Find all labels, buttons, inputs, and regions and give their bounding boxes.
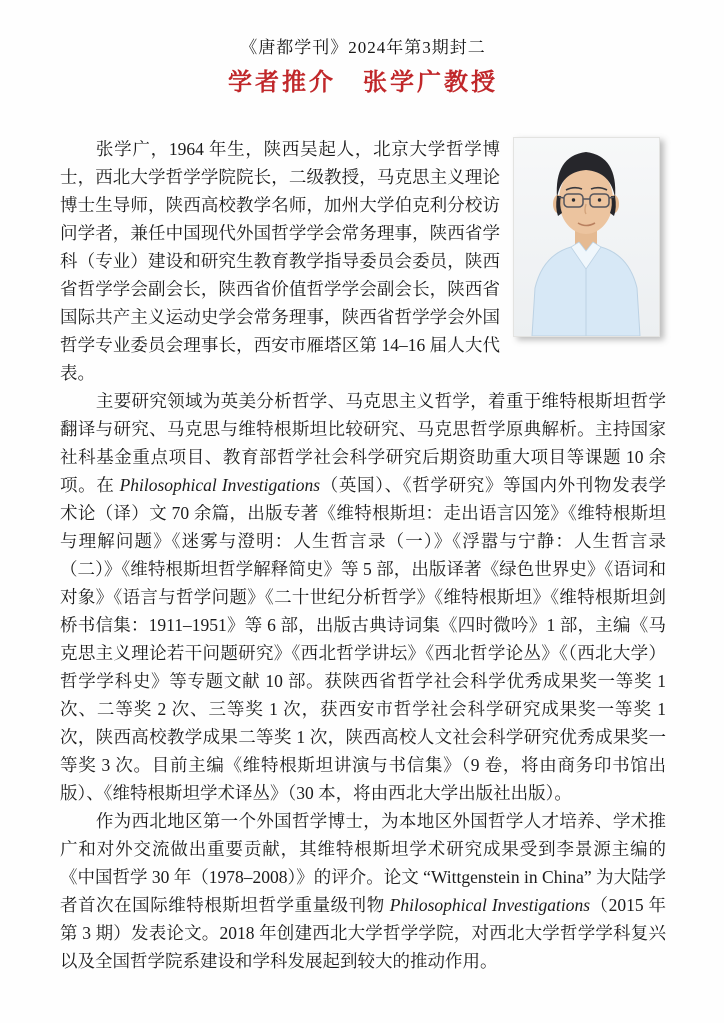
- journal-name-italic: Philosophical Investigations: [119, 475, 321, 495]
- journal-issue-line: 《唐都学刊》2024年第3期封二: [240, 38, 486, 57]
- bio-paragraph: [60, 135, 666, 387]
- contribution-text-1: 作为西北地区第一个外国哲学博士，为本地区外国哲学人才培养、学术推广和对外交流做出重要贡献，其维特根斯坦学术研究成果受到李景源主编的《中国哲学 30 年（1978–2008）》的评介。论文 “Wittgenstein in China” 为大陆学者首次在国际维特根斯坦哲学重量级刊物: [60, 811, 666, 915]
- research-text-2: （英国）、《哲学研究》等国内外刊物发表学术论（译）文 70 余篇，出版专著《维特根斯坦：走出语言囚笼》《维特根斯坦与理解问题》《迷雾与澄明：人生哲言录（一）》《浮嚣与宁静：人生哲言录（二）》《维特根斯坦哲学解释简史》等 5 部，出版译著《绿色世界史》《语词和对象》《语言与哲学问题》《二十世纪分析哲学》《维特根斯坦》《维特根斯坦剑桥书信集：1911–1951》等 6 部，出版古典诗词集《四时微吟》1 部，主编《马克思主义理论若干问题研究》《西北哲学讲坛》《西北哲学论丛》《（西北大学）哲学学科史》等专题文献 10 部。获陕西省哲学社会科学优秀成果奖一等奖 1 次、二等奖 2 次、三等奖 1 次，获西安市哲学社会科学研究成果奖一等奖 1 次，陕西高校教学成果二等奖 1 次，陕西高校人文社会科学研究优秀成果奖一等奖 3 次。目前主编《维特根斯坦讲演与书信集》（9 卷，将由商务印书馆出版）、《维特根斯坦学术译丛》（30 本，将由西北大学出版社出版）。: [60, 475, 667, 803]
- research-text-1: 主要研究领域为英美分析哲学、马克思主义哲学，着重于维特根斯坦哲学翻译与研究、马克思与维特根斯坦比较研究、马克思哲学原典解析。主持国家社科基金重点项目、教育部哲学社会科学研究后期资助重大项目等课题 10 余项。在: [60, 391, 666, 495]
- contribution-text-2: （2015 年第 3 期）发表论文。2018 年创建西北大学哲学学院，对西北大学哲学学科复兴以及全国哲学院系建设和学科发展起到较大的推动作用。: [60, 895, 667, 971]
- bio-text: 张学广，1964 年生，陕西吴起人，北京大学哲学博士，西北大学哲学学院院长，二级教授，马克思主义理论博士生导师，陕西高校教学名师，加州大学伯克利分校访问学者，兼任中国现代外国哲学学会常务理事，陕西省学科（专业）建设和研究生教育教学指导委员会委员，陕西省哲学学会副会长，陕西省价值哲学学会副会长，陕西省国际共产主义运动史学会常务理事，陕西省哲学学会外国哲学专业委员会理事长，西安市雁塔区第 14–16 届人大代表。: [60, 139, 500, 383]
- portrait-photo-illustration: [514, 138, 659, 336]
- research-paragraph: [60, 387, 666, 807]
- page-title: 学者推介 张学广教授: [228, 70, 498, 96]
- portrait-photo: [513, 137, 660, 337]
- journal-name-italic: Philosophical Investigations: [389, 895, 591, 915]
- contribution-paragraph: [60, 807, 666, 975]
- article-body: [60, 135, 666, 975]
